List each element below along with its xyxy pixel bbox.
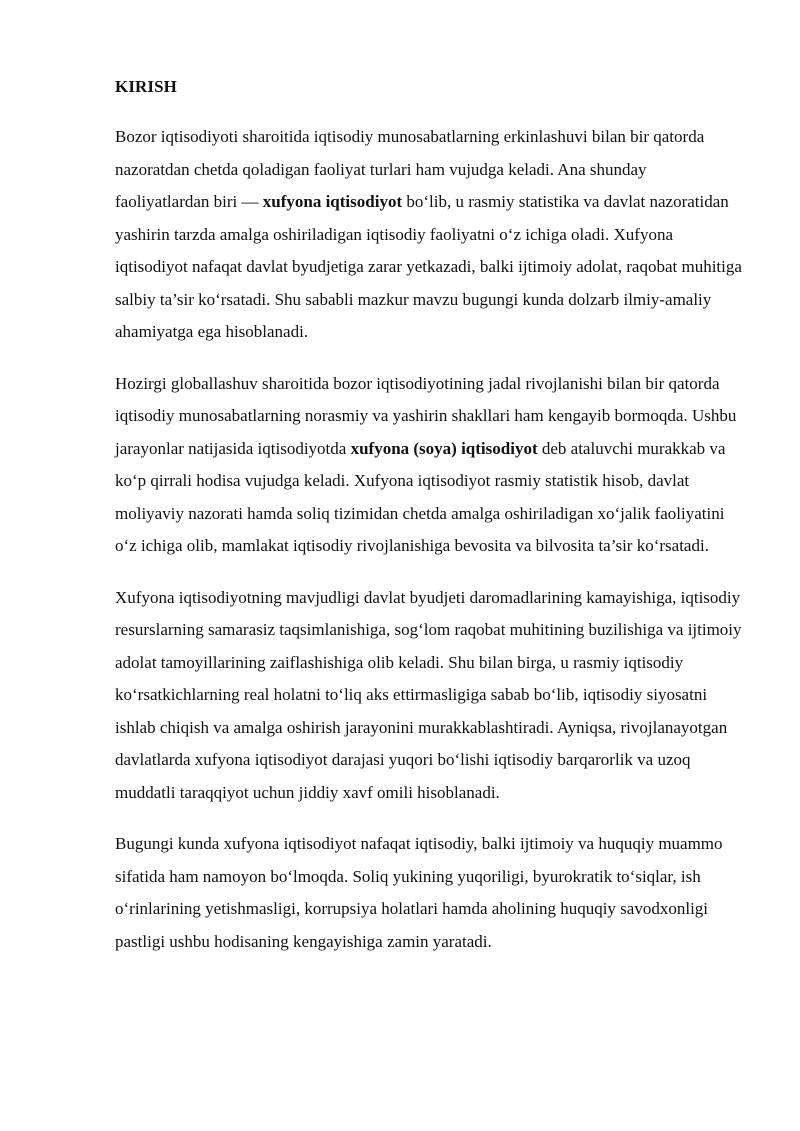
paragraph-4: Bugungi kunda xufyona iqtisodiyot nafaqat iqtisodiy, balki ijtimoiy va huquqiy muammo sifatida ham namoyon bo‘lmoqda. Soliq yukining yuqoriligi, byurokratik to‘siqlar, ish o‘rinlarining yetishmasligi, korrupsiya holatlari hamda aholining huquqiy savodxonligi pastligi ushbu hodisaning kengayishiga zamin yaratadi. <box>115 834 723 951</box>
paragraph-2 <box>115 368 745 563</box>
paragraph-3: Xufyona iqtisodiyotning mavjudligi davlat byudjeti daromadlarining kamayishiga, iqtisodiy resurslarning samarasiz taqsimlanishiga, sog‘lom raqobat muhitining buzilishiga va ijtimoiy adolat tamoyillarining zaiflashishiga olib keladi. Shu bilan birga, u rasmiy iqtisodiy ko‘rsatkichlarning real holatni to‘liq aks ettirmasligiga sabab bo‘lib, iqtisodiy siyosatni ishlab chiqish va amalga oshirish jarayonini murakkablashtiradi. Ayniqsa, rivojlanayotgan davlatlarda xufyona iqtisodiyot darajasi yuqori bo‘lishi iqtisodiy barqarorlik va uzoq muddatli taraqqiyot uchun jiddiy xavf omili hisoblanadi. <box>115 587 742 802</box>
paragraph-1-bold-term: xufyona iqtisodiyot <box>262 192 403 211</box>
paragraph-1-text-b: bo‘lib, u rasmiy statistika va davlat nazoratidan yashirin tarzda amalga oshiriladigan iqtisodiy faoliyatni o‘z ichiga oladi. Xufyona iqtisodiyot nafaqat davlat byudjetiga zarar yetkazadi, balki ijtimoiy adolat, raqobat muhitiga salbiy ta’sir ko‘rsatadi. Shu sababli mazkur mavzu bugungi kunda dolzarb ilmiy-amaliy ahamiyatga ega hisoblanadi. <box>115 192 742 341</box>
section-heading: KIRISH <box>115 77 178 96</box>
document-page <box>115 74 745 977</box>
paragraph-1 <box>115 121 745 349</box>
paragraph-2-text-b: deb ataluvchi murakkab va ko‘p qirrali hodisa vujudga keladi. Xufyona iqtisodiyot rasmiy statistik hisob, davlat moliyaviy nazorati hamda soliq tizimidan chetda amalga oshiriladigan xo‘jalik faoliyatini o‘z ichiga olib, mamlakat iqtisodiy rivojlanishiga bevosita va bilvosita ta’sir ko‘rsatadi. <box>115 438 726 555</box>
paragraph-1-text-a: Bozor iqtisodiyoti sharoitida iqtisodiy munosabatlarning erkinlashuvi bilan bir qatorda nazoratdan chetda qoladigan faoliyat turlari ham vujudga keladi. Ana shunday faoliyatlardan biri — <box>115 127 705 211</box>
paragraph-2-text-a: Hozirgi globallashuv sharoitida bozor iqtisodiyotining jadal rivojlanishi bilan bir qatorda iqtisodiy munosabatlarning norasmiy va yashirin shakllari ham kengayib bormoqda. Ushbu jarayonlar natijasida iqtisodiyotda <box>115 373 737 458</box>
paragraph-2-bold-term: xufyona (soya) iqtisodiyot <box>350 438 538 458</box>
